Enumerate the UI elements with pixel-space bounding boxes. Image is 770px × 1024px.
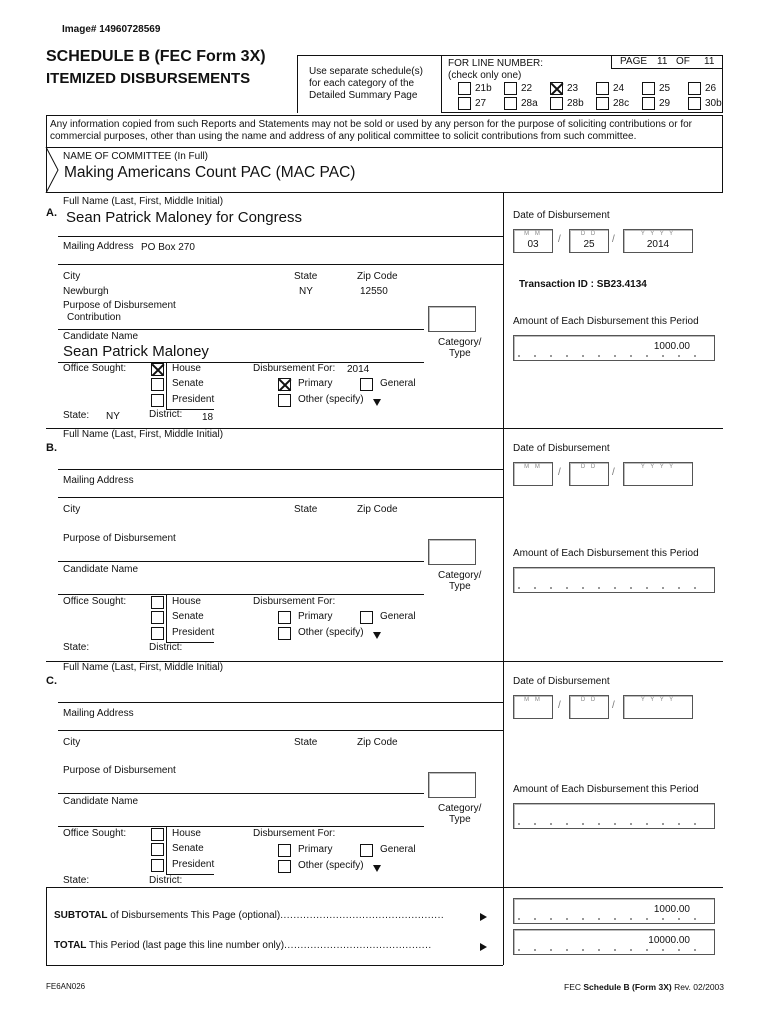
line-22-label: 22 <box>521 83 533 94</box>
disbursement-for-label-b: Disbursement For: <box>253 596 336 607</box>
primary-label-b: Primary <box>298 611 333 622</box>
zip-label-a: Zip Code <box>357 271 398 282</box>
line-23-label: 23 <box>567 83 579 94</box>
line-28c-label: 28c <box>613 98 630 109</box>
type-label-c: Type <box>449 814 471 825</box>
line-27-label: 27 <box>475 98 487 109</box>
general-label-c: General <box>380 844 416 855</box>
category-label-a: Category/ <box>438 337 482 348</box>
rule <box>58 594 424 595</box>
city-a[interactable]: Newburgh <box>63 286 109 297</box>
check-only-one: (check only one) <box>448 70 522 81</box>
full-name-label-b: Full Name (Last, First, Middle Initial) <box>63 429 224 440</box>
committee-chevron <box>40 147 64 193</box>
amount-label-c: Amount of Each Disbursement this Period <box>513 784 699 795</box>
date-label-b: Date of Disbursement <box>513 443 610 454</box>
month-hint: M M <box>524 231 542 237</box>
line-26-checkbox[interactable] <box>688 82 701 95</box>
other-checkbox-a[interactable] <box>278 394 291 407</box>
rule <box>166 595 167 642</box>
other-dropdown-icon-c[interactable] <box>373 865 381 872</box>
district-label-b: District: <box>149 642 183 653</box>
office-sought-label-a: Office Sought: <box>63 363 127 374</box>
rule <box>166 362 167 409</box>
total-arrow-icon <box>480 943 487 951</box>
line-24-checkbox[interactable] <box>596 82 609 95</box>
rule <box>58 469 503 470</box>
amount-label-a: Amount of Each Disbursement this Period <box>513 316 699 327</box>
primary-checkbox-b[interactable] <box>278 611 291 624</box>
president-checkbox-a[interactable] <box>151 394 164 407</box>
line-25-label: 25 <box>659 83 671 94</box>
date-slash: / <box>558 700 561 711</box>
rule <box>58 730 503 731</box>
purpose-label-b: Purpose of Disbursement <box>63 533 176 544</box>
rule <box>58 497 503 498</box>
other-label-b: Other (specify) <box>298 627 364 638</box>
candidate-label-c: Candidate Name <box>63 796 139 807</box>
other-dropdown-icon-a[interactable] <box>373 399 381 406</box>
date-slash: / <box>612 467 615 478</box>
fec-pre: FEC <box>564 982 584 992</box>
house-checkbox-a[interactable] <box>151 363 164 376</box>
disbursement-for-label-c: Disbursement For: <box>253 828 336 839</box>
digit-guides <box>518 823 710 825</box>
page-label: PAGE <box>620 56 648 67</box>
line-28c-checkbox[interactable] <box>596 97 609 110</box>
primary-checkbox-c[interactable] <box>278 844 291 857</box>
general-checkbox-a[interactable] <box>360 378 373 391</box>
line-27-checkbox[interactable] <box>458 97 471 110</box>
schedule-subtitle: ITEMIZED DISBURSEMENTS <box>46 70 251 87</box>
date-month-b[interactable] <box>513 462 553 486</box>
amount-field-a[interactable] <box>513 335 715 361</box>
senate-label-b: Senate <box>172 611 204 622</box>
line-24-label: 24 <box>613 83 625 94</box>
president-checkbox-c[interactable] <box>151 859 164 872</box>
senate-checkbox-b[interactable] <box>151 611 164 624</box>
president-checkbox-b[interactable] <box>151 627 164 640</box>
committee-label: NAME OF COMMITTEE (In Full) <box>63 151 208 162</box>
line-28b-checkbox[interactable] <box>550 97 563 110</box>
purpose-label-a: Purpose of Disbursement <box>63 300 176 311</box>
subtotal-arrow-icon <box>480 913 487 921</box>
line-28a-checkbox[interactable] <box>504 97 517 110</box>
candidate-name-a[interactable]: Sean Patrick Maloney <box>63 343 209 360</box>
amount-field-c[interactable] <box>513 803 715 829</box>
line-23-checkbox[interactable] <box>550 82 563 95</box>
month-value: 03 <box>527 239 539 250</box>
day-value: 25 <box>583 239 595 250</box>
year-hint: Y Y Y Y <box>640 464 676 470</box>
line-30b-checkbox[interactable] <box>688 97 701 110</box>
district-a[interactable]: 18 <box>202 412 214 423</box>
subtotal-label <box>54 910 444 921</box>
entry-letter-a: A. <box>46 207 57 219</box>
rule <box>58 793 424 794</box>
city-label-b: City <box>63 504 81 515</box>
total-amount-field[interactable] <box>513 929 715 955</box>
primary-label-c: Primary <box>298 844 333 855</box>
date-year-c[interactable] <box>623 695 693 719</box>
line-29-checkbox[interactable] <box>642 97 655 110</box>
president-label-a: President <box>172 394 215 405</box>
rule <box>166 827 167 874</box>
state-short-label-c: State: <box>63 875 90 886</box>
subtotal-value: 1000.00 <box>653 904 690 915</box>
subtotal-amount-field[interactable] <box>513 898 715 924</box>
general-label-b: General <box>380 611 416 622</box>
line-22-checkbox[interactable] <box>504 82 517 95</box>
date-slash: / <box>558 467 561 478</box>
purpose-label-c: Purpose of Disbursement <box>63 765 176 776</box>
notice-text: Any information copied from such Reports and Statements may not be sold or used by any person for the purpose of soliciting contributions or for commercial purposes, other than using the name and address of any political committee to solicit contributions from such committee. <box>50 119 693 142</box>
entry-letter-b: B. <box>46 442 57 454</box>
date-label-a: Date of Disbursement <box>513 210 610 221</box>
transaction-id-a: Transaction ID : SB23.4134 <box>519 279 647 290</box>
month-hint: M M <box>524 697 542 703</box>
line-21b-checkbox[interactable] <box>458 82 471 95</box>
total-value: 10000.00 <box>648 935 690 946</box>
senate-checkbox-c[interactable] <box>151 843 164 856</box>
total-rest: This Period (last page this line number only) <box>86 940 285 951</box>
subtotal-bottom <box>46 965 503 966</box>
line-29-label: 29 <box>659 98 671 109</box>
form-code: FE6AN026 <box>46 982 86 991</box>
cand-state-a[interactable]: NY <box>106 411 120 422</box>
mailing-address-label-a: Mailing Address <box>63 241 134 252</box>
state-label-b: State <box>294 504 318 515</box>
date-slash: / <box>612 234 615 245</box>
state-a[interactable]: NY <box>299 286 313 297</box>
digit-guides <box>518 949 710 951</box>
fec-post: Rev. 02/2003 <box>671 982 724 992</box>
line-number-label: FOR LINE NUMBER: <box>448 58 544 69</box>
other-label-c: Other (specify) <box>298 860 364 871</box>
line-28b-label: 28b <box>567 98 584 109</box>
total-label <box>54 940 432 951</box>
senate-label-a: Senate <box>172 378 204 389</box>
digit-guides <box>518 355 710 357</box>
date-month-a[interactable] <box>513 229 553 253</box>
category-code-box-b[interactable] <box>428 539 476 565</box>
date-slash: / <box>558 234 561 245</box>
subtotal-right-divider <box>503 887 504 965</box>
category-label-c: Category/ <box>438 803 482 814</box>
office-sought-label-b: Office Sought: <box>63 596 127 607</box>
total-bold: TOTAL <box>54 940 87 951</box>
subtotal-leader: .................................................. <box>280 910 445 921</box>
type-label-a: Type <box>449 348 471 359</box>
mailing-address-label-c: Mailing Address <box>63 708 134 719</box>
disbursement-for-label-a: Disbursement For: <box>253 363 336 374</box>
rule <box>58 329 424 330</box>
zip-label-c: Zip Code <box>357 737 398 748</box>
year-value: 2014 <box>646 239 670 250</box>
purpose-a[interactable]: Contribution <box>67 312 121 323</box>
category-label-b: Category/ <box>438 570 482 581</box>
general-checkbox-c[interactable] <box>360 844 373 857</box>
date-slash: / <box>612 700 615 711</box>
house-label-b: House <box>172 596 201 607</box>
line-30b-label: 30b <box>705 98 722 109</box>
president-label-b: President <box>172 627 215 638</box>
year-hint: Y Y Y Y <box>640 697 676 703</box>
line-25-checkbox[interactable] <box>642 82 655 95</box>
full-name-label-c: Full Name (Last, First, Middle Initial) <box>63 662 224 673</box>
house-checkbox-b[interactable] <box>151 596 164 609</box>
main-divider <box>503 193 504 887</box>
other-checkbox-c[interactable] <box>278 860 291 873</box>
date-label-c: Date of Disbursement <box>513 676 610 687</box>
digit-guides <box>518 587 710 589</box>
date-year-b[interactable] <box>623 462 693 486</box>
disbursement-year-a[interactable]: 2014 <box>347 364 370 375</box>
general-checkbox-b[interactable] <box>360 611 373 624</box>
page-number: 11 <box>657 56 668 67</box>
state-short-label-a: State: <box>63 410 90 421</box>
date-day-b[interactable] <box>569 462 609 486</box>
house-label-c: House <box>172 828 201 839</box>
schedule-title: SCHEDULE B (FEC Form 3X) <box>46 48 266 65</box>
day-hint: D D <box>580 464 598 470</box>
subtotal-divider <box>46 887 723 888</box>
state-short-label-b: State: <box>63 642 90 653</box>
house-checkbox-c[interactable] <box>151 828 164 841</box>
full-name-label-a: Full Name (Last, First, Middle Initial) <box>63 196 224 207</box>
state-label-c: State <box>294 737 318 748</box>
instruction-text: Use separate schedule(s) for each category of the Detailed Summary Page <box>309 66 423 101</box>
line-21b-label: 21b <box>475 83 492 94</box>
image-id: Image# 14960728569 <box>62 24 161 35</box>
city-label-c: City <box>63 737 81 748</box>
fec-bold: Schedule B (Form 3X) <box>583 982 672 992</box>
form-revision <box>564 982 724 992</box>
digit-guides <box>518 918 710 920</box>
page-total: 11 <box>704 56 715 67</box>
candidate-label-b: Candidate Name <box>63 564 139 575</box>
president-label-c: President <box>172 859 215 870</box>
month-hint: M M <box>524 464 542 470</box>
zip-a[interactable]: 12550 <box>360 286 388 297</box>
mailing-address-a[interactable]: PO Box 270 <box>141 242 195 253</box>
state-label-a: State <box>294 271 318 282</box>
city-label-a: City <box>63 271 81 282</box>
date-month-c[interactable] <box>513 695 553 719</box>
office-sought-label-c: Office Sought: <box>63 828 127 839</box>
rule <box>58 561 424 562</box>
subtotal-bold: SUBTOTAL <box>54 910 108 921</box>
entry-letter-c: C. <box>46 675 57 687</box>
candidate-label-a: Candidate Name <box>63 331 139 342</box>
category-code-box-a[interactable] <box>428 306 476 332</box>
date-year-a[interactable] <box>623 229 693 253</box>
rule <box>58 236 503 237</box>
date-day-c[interactable] <box>569 695 609 719</box>
line-28a-label: 28a <box>521 98 538 109</box>
senate-checkbox-a[interactable] <box>151 378 164 391</box>
committee-name[interactable]: Making Americans Count PAC (MAC PAC) <box>64 164 356 181</box>
day-hint: D D <box>580 697 598 703</box>
rule <box>58 264 503 265</box>
primary-checkbox-a[interactable] <box>278 378 291 391</box>
primary-label-a: Primary <box>298 378 333 389</box>
total-leader: ............................................. <box>284 940 432 951</box>
district-label-a: District: <box>149 409 183 420</box>
of-label: OF <box>676 56 690 67</box>
house-label-a: House <box>172 363 201 374</box>
line-26-label: 26 <box>705 83 717 94</box>
rule <box>58 826 424 827</box>
date-day-a[interactable] <box>569 229 609 253</box>
zip-label-b: Zip Code <box>357 504 398 515</box>
other-label-a: Other (specify) <box>298 394 364 405</box>
payee-name-a[interactable]: Sean Patrick Maloney for Congress <box>66 209 302 226</box>
amount-value: 1000.00 <box>653 341 690 352</box>
type-label-b: Type <box>449 581 471 592</box>
mailing-address-label-b: Mailing Address <box>63 475 134 486</box>
other-checkbox-b[interactable] <box>278 627 291 640</box>
subtotal-rest: of Disbursements This Page (optional) <box>107 910 281 921</box>
category-code-box-c[interactable] <box>428 772 476 798</box>
general-label-a: General <box>380 378 416 389</box>
senate-label-c: Senate <box>172 843 204 854</box>
other-dropdown-icon-b[interactable] <box>373 632 381 639</box>
amount-label-b: Amount of Each Disbursement this Period <box>513 548 699 559</box>
year-hint: Y Y Y Y <box>640 231 676 237</box>
district-label-c: District: <box>149 875 183 886</box>
subtotal-left-border <box>46 887 47 965</box>
day-hint: D D <box>580 231 598 237</box>
rule <box>58 702 503 703</box>
amount-field-b[interactable] <box>513 567 715 593</box>
